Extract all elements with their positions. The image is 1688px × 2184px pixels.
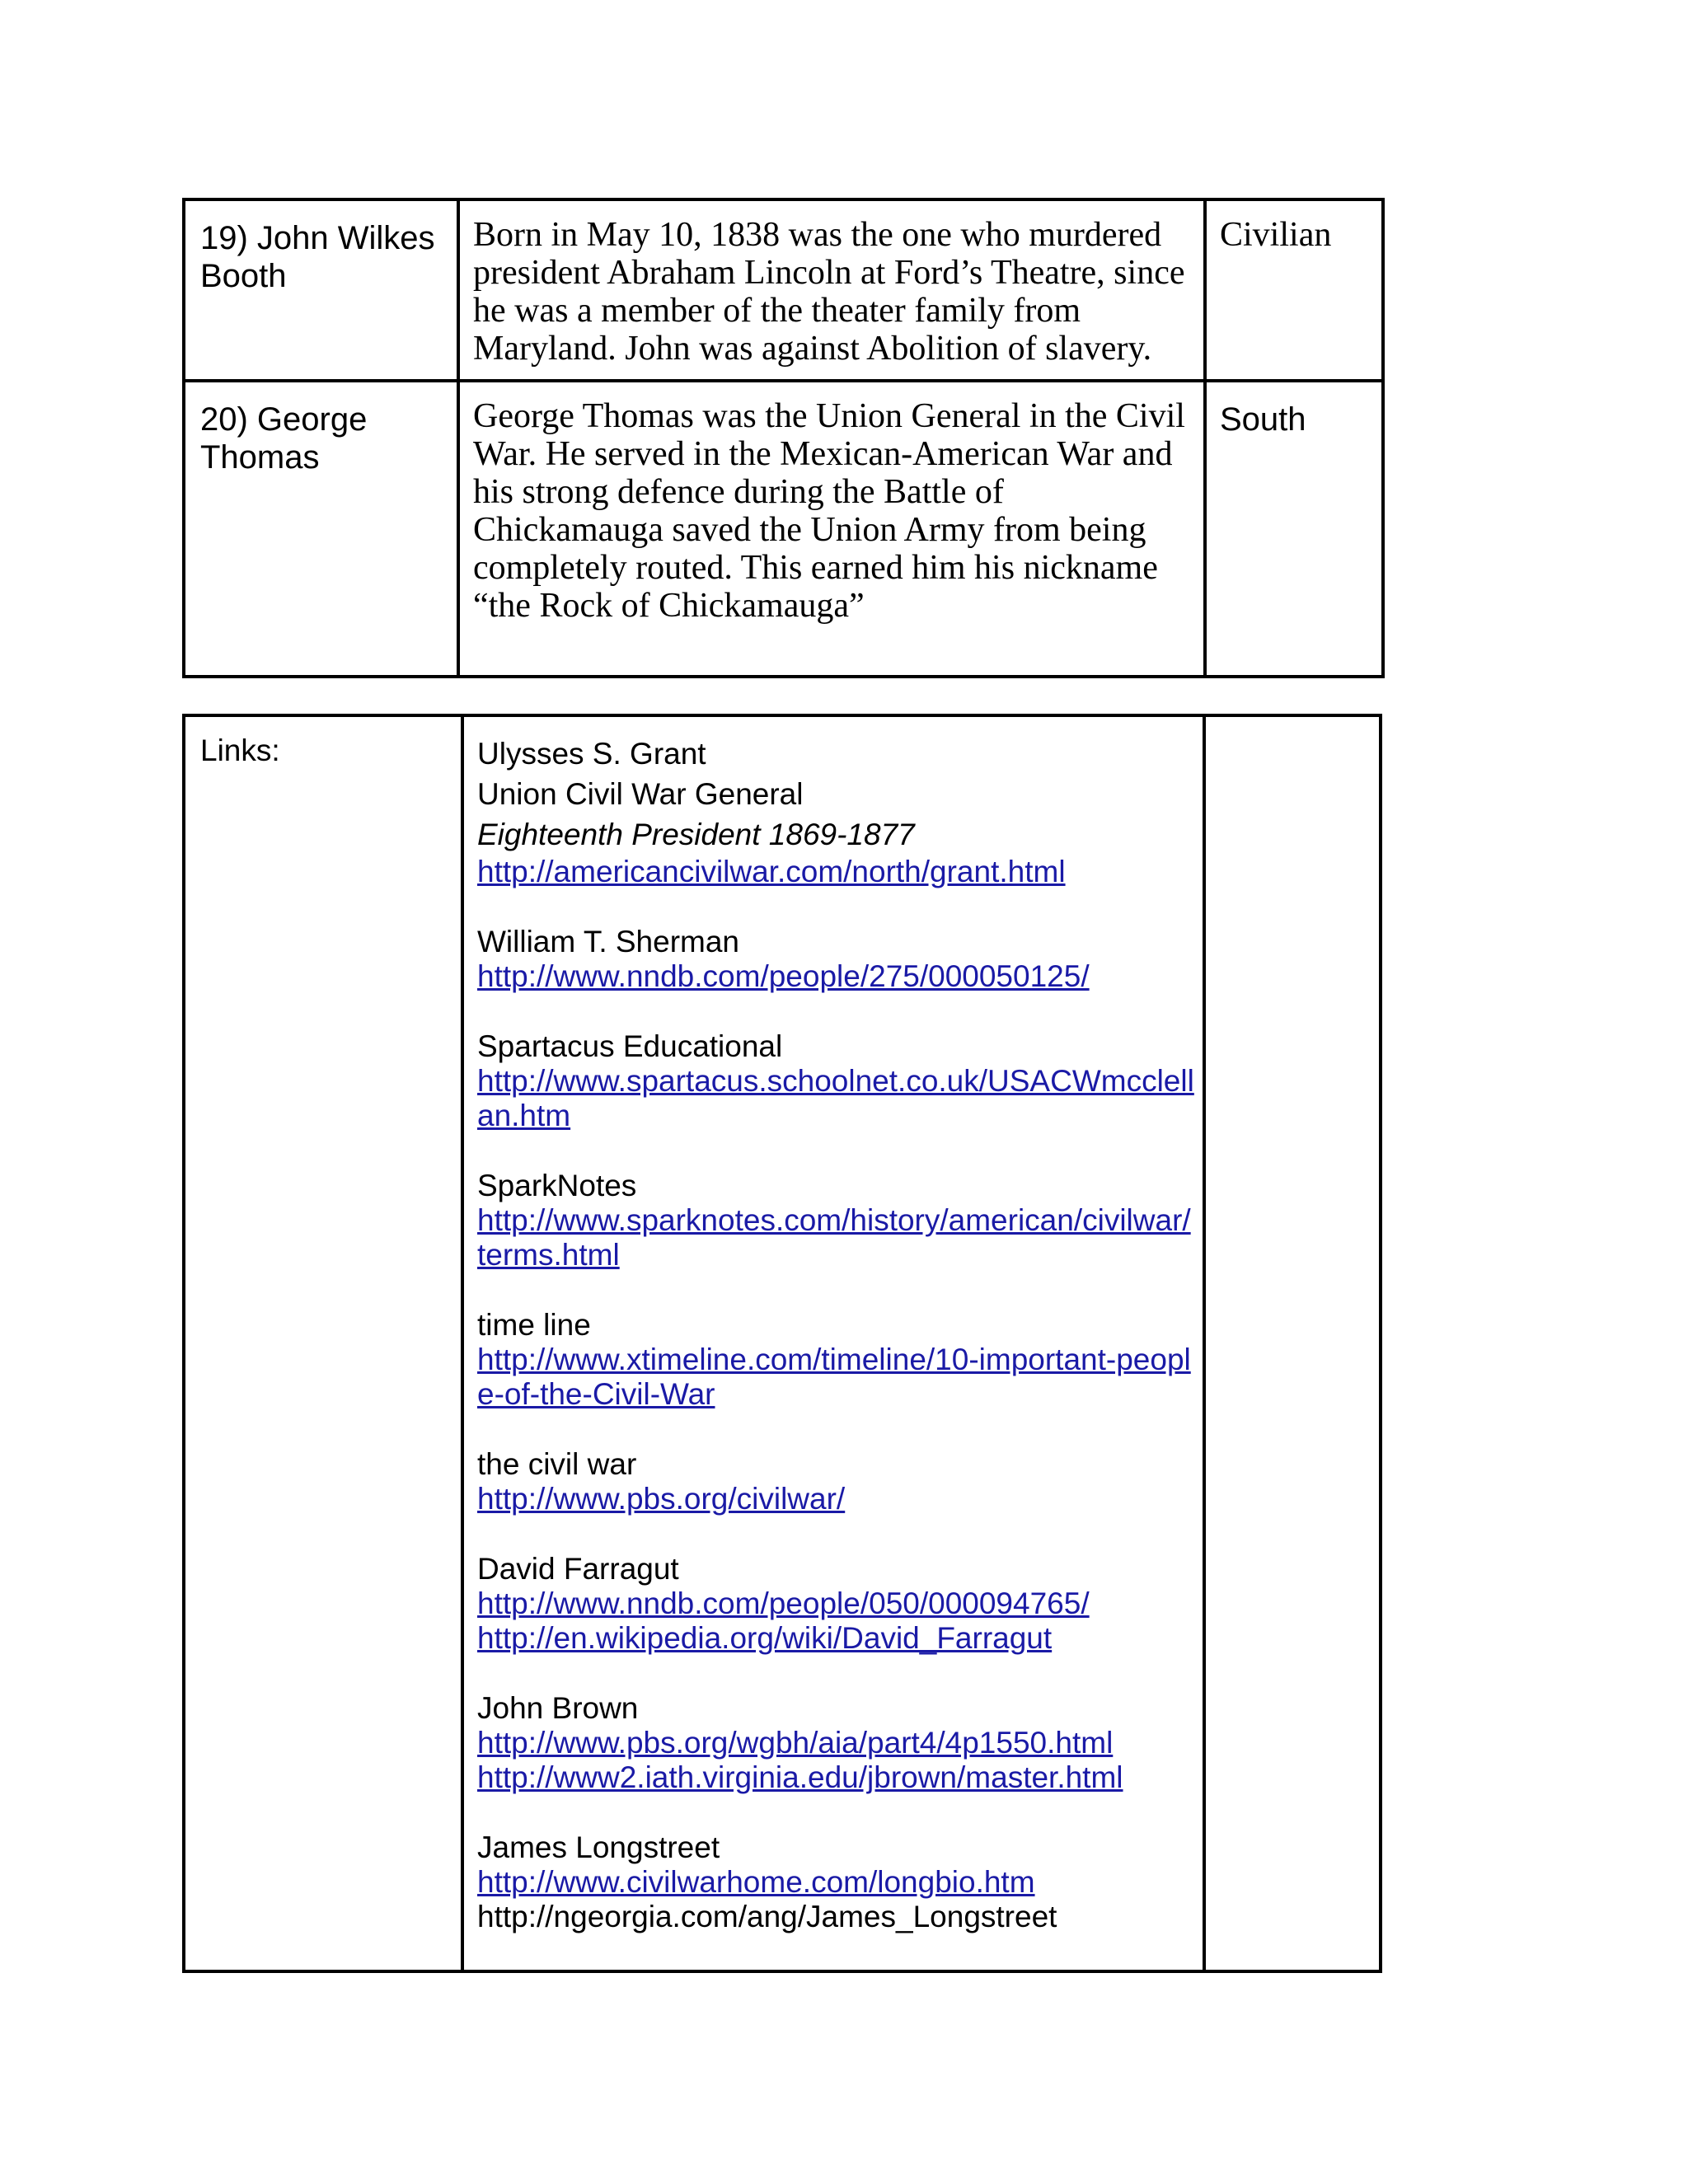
link-group-name: Spartacus Educational — [477, 1029, 783, 1063]
link-url[interactable]: http://www.spartacus.schoolnet.co.uk/USACWmcclellan.htm — [477, 1064, 1194, 1132]
links-label: Links: — [184, 715, 462, 1971]
person-description: George Thomas was the Union General in the Civil War. He served in the Mexican-American War and his strong defence during the Battle of Chickamauga saved the Union Army from being completely routed. This earned him his nickname “the Rock of Chickamauga” — [458, 381, 1205, 677]
person-name: 20) George Thomas — [184, 381, 458, 677]
list-item — [477, 1308, 1194, 1412]
link-group-name: John Brown — [477, 1691, 639, 1725]
list-item — [477, 1691, 1194, 1795]
link-group-name: SparkNotes — [477, 1169, 637, 1202]
person-side: Civilian — [1205, 199, 1383, 381]
link-group-name: time line — [477, 1308, 591, 1342]
link-group-subtitle: Union Civil War General — [477, 777, 804, 811]
table-row — [184, 381, 1383, 677]
link-url[interactable]: http://www.sparknotes.com/history/american/civilwar/terms.html — [477, 1203, 1191, 1272]
link-url[interactable]: http://www.civilwarhome.com/longbio.htm — [477, 1865, 1035, 1899]
person-side: South — [1205, 381, 1383, 677]
link-group-name: the civil war — [477, 1447, 637, 1481]
list-item — [477, 1029, 1194, 1133]
person-name: 19) John Wilkes Booth — [184, 199, 458, 381]
list-item — [477, 925, 1194, 994]
list-item — [477, 1447, 1194, 1516]
link-url[interactable]: http://www.pbs.org/civilwar/ — [477, 1482, 846, 1516]
table-row — [184, 199, 1383, 381]
links-table — [182, 714, 1382, 1973]
plain-url-text: http://ngeorgia.com/ang/James_Longstreet — [477, 1900, 1057, 1933]
empty-cell — [1204, 715, 1381, 1971]
people-table — [182, 198, 1385, 678]
link-url[interactable]: http://americancivilwar.com/north/grant.html — [477, 855, 1066, 888]
link-url[interactable]: http://www2.iath.virginia.edu/jbrown/master.html — [477, 1760, 1123, 1794]
table-row — [184, 715, 1381, 1971]
link-group-name: David Farragut — [477, 1552, 679, 1586]
link-url[interactable]: http://en.wikipedia.org/wiki/David_Farragut — [477, 1621, 1053, 1655]
list-item — [477, 1169, 1194, 1272]
link-url[interactable]: http://www.nndb.com/people/275/000050125/ — [477, 959, 1090, 993]
link-url[interactable]: http://www.pbs.org/wgbh/aia/part4/4p1550.html — [477, 1726, 1114, 1760]
link-group-name: James Longstreet — [477, 1830, 720, 1864]
link-url[interactable]: http://www.xtimeline.com/timeline/10-important-people-of-the-Civil-War — [477, 1343, 1191, 1411]
link-group-name: William T. Sherman — [477, 925, 740, 958]
link-group-name: Ulysses S. Grant — [477, 737, 706, 771]
list-item — [477, 1830, 1194, 1934]
list-item — [477, 733, 1194, 889]
list-item — [477, 1552, 1194, 1656]
links-list — [462, 715, 1204, 1971]
link-group-note: Eighteenth President 1869-1877 — [477, 818, 915, 851]
link-url[interactable]: http://www.nndb.com/people/050/000094765/ — [477, 1586, 1090, 1620]
person-description: Born in May 10, 1838 was the one who murdered president Abraham Lincoln at Ford’s Theatre, since he was a member of the theater family from Maryland. John was against Abolition of slavery. — [458, 199, 1205, 381]
